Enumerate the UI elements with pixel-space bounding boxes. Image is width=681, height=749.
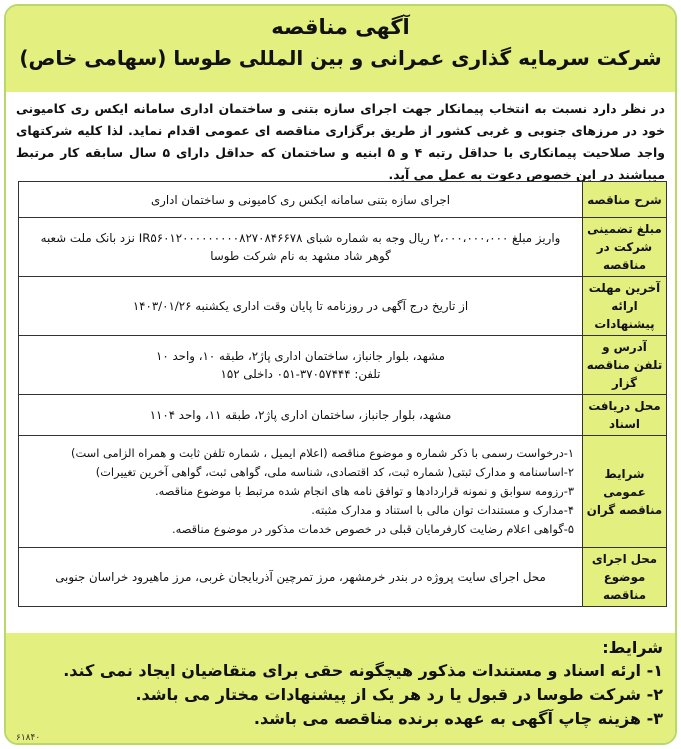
notice-title: آگهی مناقصه [271, 15, 410, 39]
terms-footer [6, 633, 675, 745]
notice-header [6, 6, 675, 92]
tender-notice [4, 4, 677, 745]
guarantee-amount: واریز مبلغ ۲،۰۰۰،۰۰۰،۰۰۰ ریال وجه به شماره شبای IR۵۶۰۱۲۰۰۰۰۰۰۰۰۰۸۲۷۰۸۴۶۶۷۸ نزد بانک ملت شعبه گوهر شاد مشهد به نام شرکت طوسا [19, 218, 583, 277]
terms-title: شرایط: [602, 638, 663, 657]
project-location: محل اجرای سایت پروژه در بندر خرمشهر، مرز تمرچین آذربایجان غربی، مرز ماهیرود خراسان جنوبی [19, 548, 583, 607]
documents-location: مشهد، بلوار جانباز، ساختمان اداری پاژ۲، طبقه ۱۱، واحد ۱۱۰۴ [19, 395, 583, 436]
company-name: شرکت سرمایه گذاری عمرانی و بین المللی طوسا (سهامی خاص) [19, 46, 662, 70]
condition-item: ۵-گواهی اعلام رضایت کارفرمایان قبلی در خصوص خدمات مذکور در موضوع مناقصه. [171, 522, 574, 536]
row-label: مبلغ تضمینی شرکت در مناقصه [583, 218, 667, 277]
table-row [19, 548, 667, 607]
organizer-phone: تلفن: ۳۷۰۵۷۴۴۴-۰۵۱ داخلی ۱۵۲ [220, 367, 381, 381]
term-item: ۳- هزینه چاپ آگهی به عهده برنده مناقصه می باشد. [253, 709, 663, 728]
tender-description: اجرای سازه بتنی سامانه ایکس ری کامیونی و ساختمان اداری [19, 182, 583, 218]
term-item: ۲- شرکت طوسا در قبول یا رد هر یک از پیشنهادات مختار می باشد. [135, 685, 663, 704]
submission-deadline: از تاریخ درج آگهی در روزنامه تا پایان وقت اداری یکشنبه ۱۴۰۳/۰۱/۲۶ [19, 277, 583, 336]
table-row [19, 395, 667, 436]
row-label: شرایط عمومی مناقصه گران [583, 436, 667, 548]
table-row [19, 336, 667, 395]
ad-code: ۶۱۸۴۰ [16, 733, 41, 743]
condition-item: ۲-اساسنامه و مدارک ثبتی( شماره ثبت، کد اقتصادی، شناسه ملی، گواهی ثبت، گواهی آخرین تغییرات) [95, 465, 574, 479]
condition-item: ۳-رزومه سوابق و نمونه قراردادها و توافق نامه های انجام شده مرتبط با موضوع مناقصه. [155, 484, 574, 498]
organizer-contact [19, 336, 583, 395]
table-row [19, 182, 667, 218]
table-row [19, 436, 667, 548]
row-label: محل اجرای موضوع مناقصه [583, 548, 667, 607]
condition-item: ۱-درخواست رسمی با ذکر شماره و موضوع مناقصه (اعلام ایمیل ، شماره تلفن ثابت و همراه الزامی است) [71, 446, 574, 460]
row-label: شرح مناقصه [583, 182, 667, 218]
table-row [19, 218, 667, 277]
condition-item: ۴-مدارک و مستندات توان مالی با استناد و مدارک مثبته. [311, 503, 574, 517]
tender-details-table [18, 181, 667, 607]
row-label: محل دریافت اسناد [583, 395, 667, 436]
row-label: آخرین مهلت ارائه پیشنهادات [583, 277, 667, 336]
organizer-address: مشهد، بلوار جانباز، ساختمان اداری پاژ۲، طبقه ۱۰، واحد ۱۰ [156, 349, 445, 363]
table-row [19, 277, 667, 336]
general-conditions [19, 436, 583, 548]
term-item: ۱- ارئه اسناد و مستندات مذکور هیچگونه حقی برای متقاضیان ایجاد نمی کند. [63, 661, 663, 680]
row-label: آدرس و تلفن مناقصه گزار [583, 336, 667, 395]
intro-paragraph: در نظر دارد نسبت به انتخاب پیمانکار جهت اجرای سازه بتنی و ساختمان اداری سامانه ایکس ری کامیونی خود در مرزهای جنوبی و غربی کشور از طریق برگزاری مناقصه ای عمومی اقدام نماید. لذا کلیه شرکتهای واجد صلاحیت پیمانکاری با حداقل رتبه ۴ و ۵ ابنیه و ساختمان که حداقل دارای ۵ سال سابقه کار مرتبط میباشند در این خصوص دعوت به عمل می آید. [16, 101, 665, 182]
